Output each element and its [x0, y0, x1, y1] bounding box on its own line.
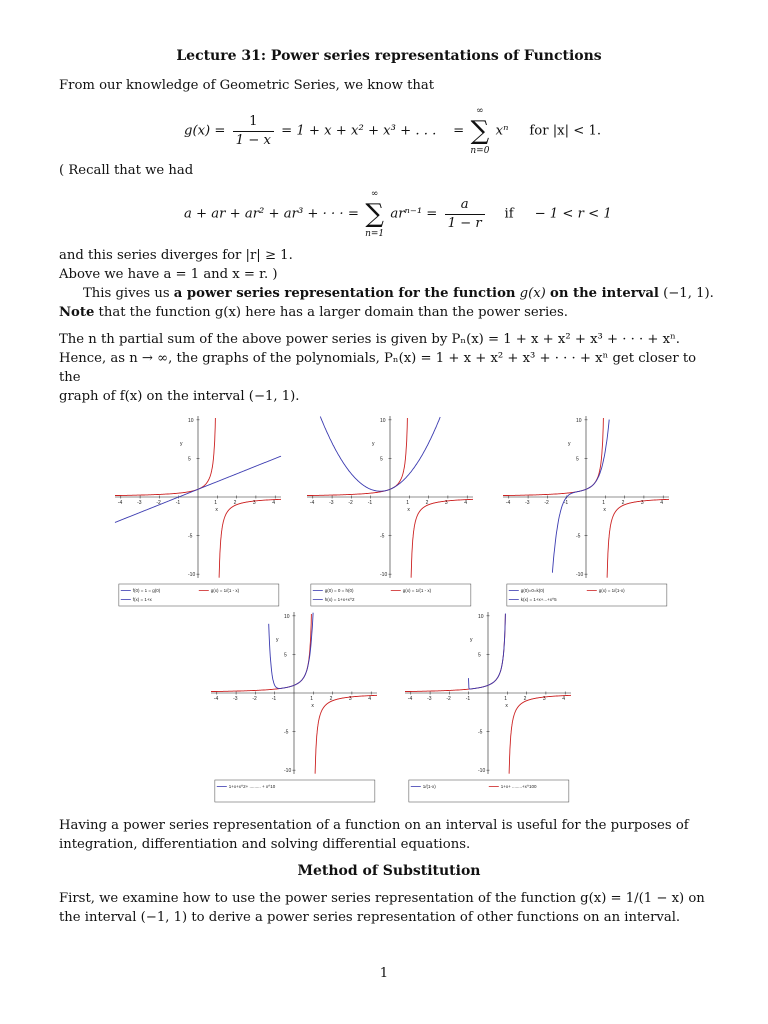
eq1-fraction: [233, 113, 274, 150]
x-tick-label: -2: [156, 500, 161, 506]
x-axis-label: x: [407, 507, 410, 513]
note-rest: that the function g(x) here has a larger domain than the power series.: [94, 305, 568, 320]
page-number: 1: [379, 966, 389, 981]
y-tick-label: 5: [380, 456, 383, 463]
x-tick-label: -3: [525, 500, 530, 506]
y-tick-label: -10: [576, 572, 584, 579]
legend-label: 1+x+ ........+x^100: [500, 784, 537, 789]
gives-bold: a power series representation for the function: [173, 286, 516, 301]
diverges-text: and this series diverges for |r| ≥ 1.: [59, 248, 293, 263]
eq2-frac-den: 1 − r: [445, 214, 485, 233]
x-tick-label: 1: [310, 696, 314, 702]
x-tick-label: 2: [329, 696, 333, 702]
plots-area: [59, 406, 719, 816]
x-axis-label: x: [215, 507, 218, 513]
eq1-series: = 1 + x + x² + x³ + . . .: [281, 123, 437, 139]
x-tick-label: -3: [329, 500, 334, 506]
equation-geometric-general: [59, 180, 719, 246]
series-polynomial: [269, 613, 313, 689]
x-tick-label: 1: [504, 696, 508, 702]
note-bold: Note: [59, 305, 95, 320]
x-tick-label: -1: [175, 500, 181, 506]
legend-label: f(x) = 1+x: [132, 597, 152, 602]
x-tick-label: -3: [137, 500, 142, 506]
x-tick-label: 3: [252, 500, 256, 506]
y-tick-label: 5: [478, 652, 481, 659]
y-tick-label: -5: [478, 729, 483, 736]
eq2-fraction: [445, 196, 485, 233]
x-tick-label: -3: [233, 696, 238, 702]
legend-label: f(0) = 1 = g(0): [132, 588, 161, 593]
x-axis-label: x: [311, 703, 314, 709]
x-tick-label: -2: [252, 696, 257, 702]
series-g-left: [307, 418, 407, 496]
series-polynomial: [552, 417, 609, 573]
x-tick-label: 4: [562, 696, 565, 702]
gives-interval: (−1, 1).: [658, 286, 714, 301]
series-polynomial: [320, 417, 440, 492]
eq2-term: arⁿ⁻¹ =: [390, 206, 438, 222]
eq1-condition: for |x| < 1.: [529, 123, 602, 139]
x-tick-label: 1: [602, 500, 606, 506]
y-axis-label: y: [470, 637, 473, 643]
eq1-term: xⁿ: [495, 123, 509, 139]
x-tick-label: 3: [640, 500, 644, 506]
y-tick-label: 10: [576, 417, 582, 424]
x-tick-label: -1: [271, 696, 277, 702]
plot-5: [397, 608, 579, 804]
hence-text: Hence, as n → ∞, the graphs of the polynomials, Pₙ(x) = 1 + x + x² + x³ + · · · + xⁿ get closer to the: [59, 351, 697, 385]
x-tick-label: -4: [505, 500, 511, 506]
y-tick-label: 10: [478, 613, 484, 620]
eq2-lhs: a + ar + ar² + ar³ + · · · =: [184, 206, 359, 222]
x-tick-label: -3: [427, 696, 432, 702]
y-tick-label: -10: [284, 768, 292, 775]
legend-label: g(x) = 1/(1-x): [598, 588, 625, 593]
y-tick-label: -5: [576, 533, 581, 540]
eq1-frac-num: 1: [249, 113, 258, 129]
y-axis-label: y: [180, 441, 183, 447]
x-tick-label: 2: [523, 696, 527, 702]
y-tick-label: 5: [576, 456, 579, 463]
eq1-sum-top: ∞: [476, 106, 484, 116]
series-g-left: [115, 418, 215, 496]
x-tick-label: 4: [660, 500, 663, 506]
gives-gx: g(x): [515, 286, 551, 301]
x-tick-label: 3: [444, 500, 448, 506]
y-axis-label: y: [568, 441, 571, 447]
series-g-right: [219, 499, 281, 577]
series-g-right: [509, 695, 571, 773]
series-g-left: [405, 614, 505, 692]
x-tick-label: -1: [563, 500, 569, 506]
legend-label: g(0)=0=k(0): [520, 588, 545, 593]
eq1-sum-bottom: n=0: [470, 146, 490, 156]
eq1-sigma: [470, 105, 489, 157]
x-tick-label: -2: [446, 696, 451, 702]
y-tick-label: -5: [188, 533, 193, 540]
x-tick-label: -4: [213, 696, 219, 702]
above-text: Above we have a = 1 and x = r. ): [59, 267, 278, 282]
x-tick-label: -2: [348, 500, 353, 506]
y-tick-label: 5: [284, 652, 287, 659]
eq2-sum-bottom: n=1: [365, 229, 385, 239]
x-tick-label: 3: [348, 696, 352, 702]
y-tick-label: -10: [478, 768, 486, 775]
y-tick-label: 10: [380, 417, 386, 424]
y-tick-label: -5: [380, 533, 385, 540]
legend-label: g(x) = 1/(1 - x): [210, 588, 240, 593]
series-g-right: [411, 499, 473, 577]
series-g-left: [503, 418, 603, 496]
x-tick-label: -4: [407, 696, 413, 702]
eq1-frac-den: 1 − x: [233, 131, 274, 150]
y-axis-label: y: [372, 441, 375, 447]
plot-4: [203, 608, 385, 804]
x-tick-label: -4: [309, 500, 315, 506]
gives-bold2: on the interval: [550, 286, 659, 301]
power-series-statement: [59, 284, 719, 303]
page-title: Lecture 31: Power series representations of Functions: [176, 48, 602, 64]
x-tick-label: 4: [368, 696, 371, 702]
series-g-left: [211, 614, 311, 692]
graph-of-text: graph of f(x) on the interval (−1, 1).: [59, 389, 300, 404]
y-tick-label: -10: [380, 572, 388, 579]
x-tick-label: 3: [542, 696, 546, 702]
x-tick-label: 2: [425, 500, 429, 506]
eq2-sum-top: ∞: [370, 189, 379, 199]
plot-2: [299, 412, 481, 608]
plot-1: [107, 412, 289, 608]
gives-pre: This gives us: [83, 286, 174, 301]
y-tick-label: -10: [188, 572, 196, 579]
eq1-equals: =: [453, 123, 465, 139]
x-tick-label: -2: [544, 500, 549, 506]
x-tick-label: 2: [621, 500, 625, 506]
eq2-condition: − 1 < r < 1: [534, 206, 612, 222]
legend-label: 1+x+x^2+ ......... + x^10: [228, 784, 276, 789]
x-tick-label: -4: [117, 500, 123, 506]
legend-label: h(x) = 1+x+x^2: [324, 597, 355, 602]
eq1-lhs: g(x) =: [184, 123, 226, 139]
equation-geometric: [59, 95, 719, 161]
recall-text: ( Recall that we had: [59, 163, 194, 178]
y-tick-label: 10: [284, 613, 290, 620]
useful-text: Having a power series representation of a function on an interval is useful for the purposes of integration, differentiation and solving differential equations.: [59, 818, 689, 852]
legend-label: g(x) = 1/(1 - x): [402, 588, 432, 593]
x-axis-label: x: [603, 507, 606, 513]
legend-label: g(0) = 0 = h(0): [324, 588, 354, 593]
x-tick-label: 2: [233, 500, 237, 506]
intro-text: From our knowledge of Geometric Series, we know that: [59, 78, 435, 93]
series-g-right: [315, 695, 377, 773]
plot-3: [495, 412, 677, 608]
legend-label: k(x) = 1+x+...+x^5: [520, 597, 557, 602]
x-tick-label: 4: [272, 500, 275, 506]
x-axis-label: x: [505, 703, 508, 709]
series-g-right: [607, 499, 669, 577]
x-tick-label: 4: [464, 500, 467, 506]
sigma-symbol: ∑: [470, 116, 490, 146]
eq2-if: if: [504, 206, 514, 222]
x-tick-label: 1: [214, 500, 218, 506]
series-polynomial: [469, 614, 506, 690]
y-tick-label: -5: [284, 729, 289, 736]
x-tick-label: 1: [406, 500, 410, 506]
y-tick-label: 5: [188, 456, 191, 463]
x-tick-label: -1: [465, 696, 471, 702]
eq2-frac-num: a: [460, 196, 469, 212]
y-tick-label: 10: [188, 417, 194, 424]
page-body: [59, 47, 719, 927]
y-axis-label: y: [276, 637, 279, 643]
sigma-symbol: ∑: [365, 199, 384, 229]
legend-label: 1/(1-x): [422, 784, 436, 789]
eq2-sigma: [365, 188, 384, 240]
section-heading: Method of Substitution: [297, 863, 481, 879]
note-text: [59, 303, 719, 322]
first-text: First, we examine how to use the power series representation of the function g(x) = 1/(1 − x) on the interval (−1, 1) to derive a power series representation of other functions on an interval.: [59, 891, 705, 925]
x-tick-label: -1: [367, 500, 373, 506]
partial-sum-text: The n th partial sum of the above power series is given by Pₙ(x) = 1 + x + x² + x³ + · · · + xⁿ.: [59, 332, 680, 347]
